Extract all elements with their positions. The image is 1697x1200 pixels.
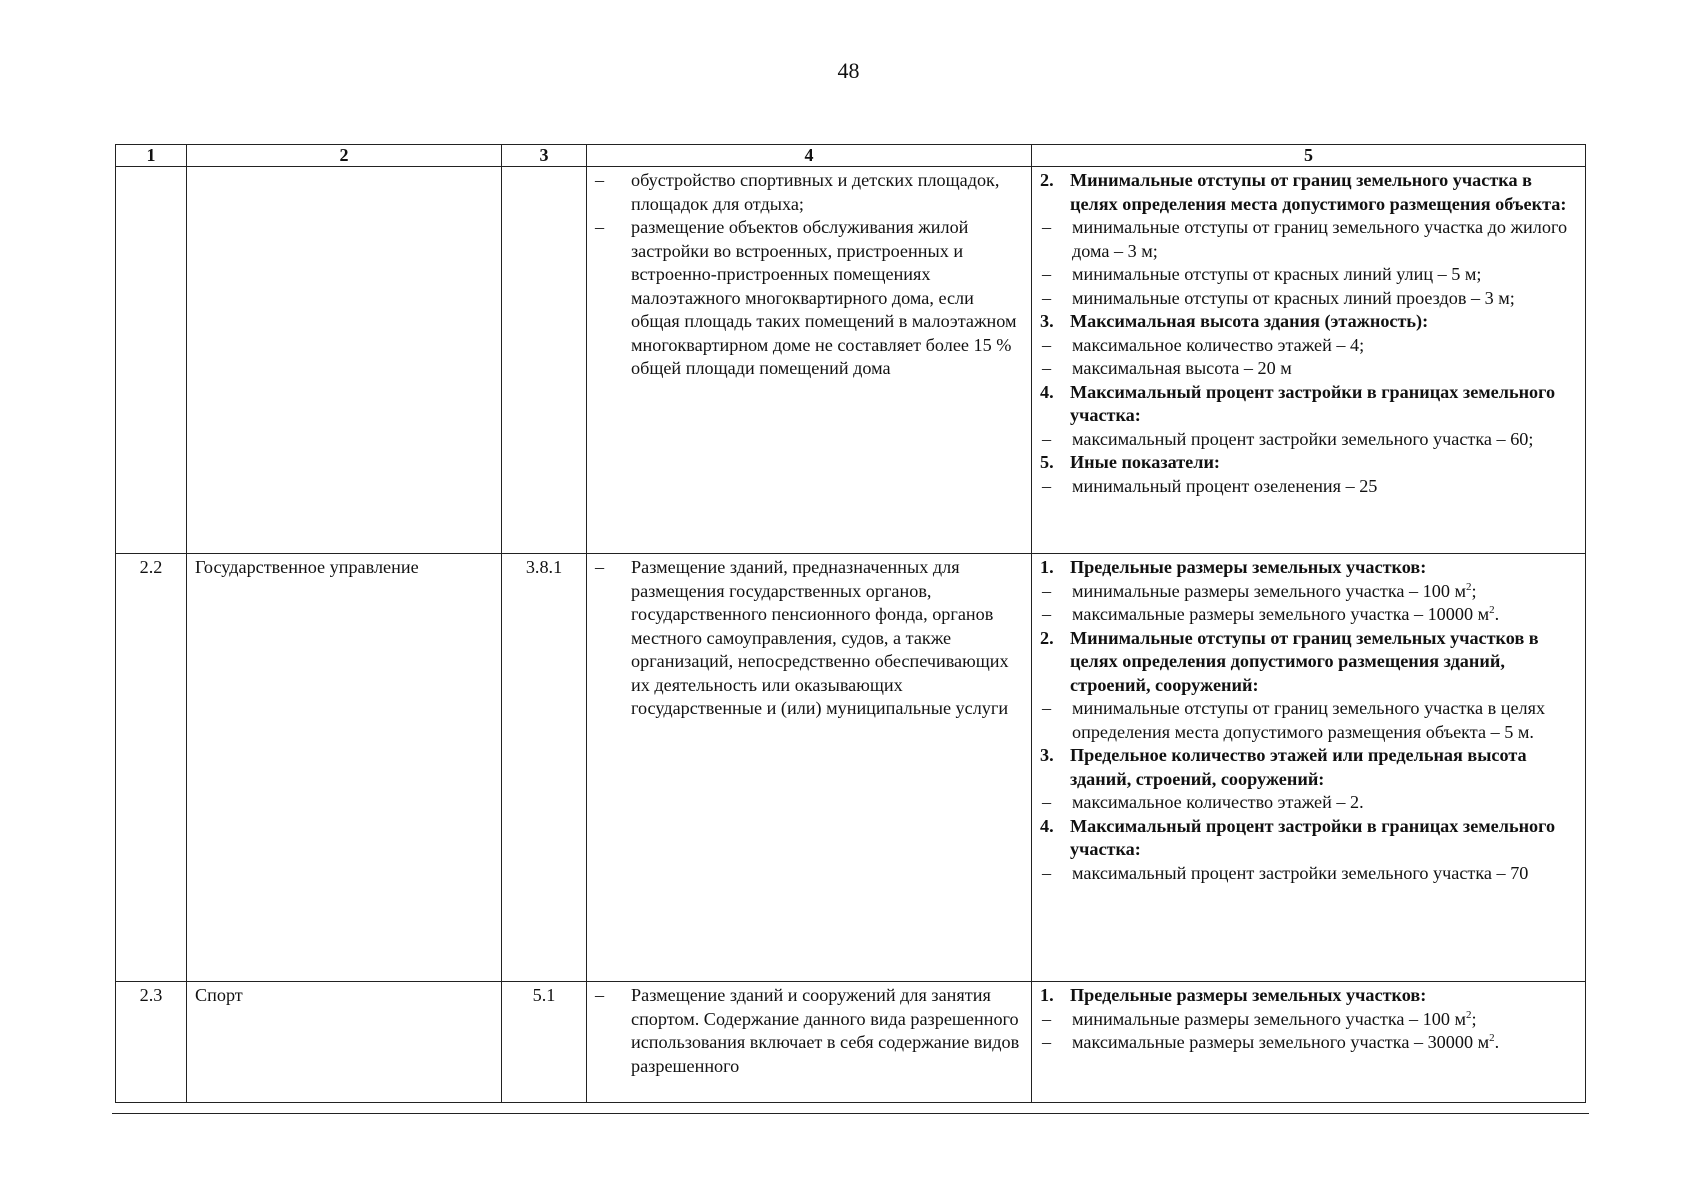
parameter-text: минимальные отступы от красных линий проездов – 3 м;: [1072, 287, 1515, 308]
dash-marker: –: [595, 170, 605, 190]
item-number: 1.: [1040, 985, 1054, 1005]
use-description-cell: [587, 167, 1032, 554]
parameter-heading: [1040, 169, 1577, 216]
parameter-text: максимальные размеры земельного участка – 30000 м: [1072, 1032, 1490, 1052]
parameter-item: [1040, 475, 1577, 499]
item-number: 2.: [1040, 627, 1054, 648]
use-code-cell: 5.1: [502, 982, 587, 1103]
table-row: [116, 982, 1586, 1103]
parameter-heading: [1040, 451, 1577, 475]
dash-marker: –: [1042, 334, 1052, 355]
punctuation: .: [1494, 604, 1500, 624]
column-header: 3: [502, 145, 587, 167]
dash-marker: –: [1042, 1032, 1052, 1052]
parameter-item: [1040, 1008, 1577, 1032]
parameter-item: [1040, 603, 1577, 627]
parameter-text: минимальные размеры земельного участка – 100 м: [1072, 580, 1466, 601]
use-name-cell: Спорт: [187, 982, 502, 1103]
parameter-text: максимальный процент застройки земельного участка – 70: [1072, 862, 1529, 883]
parameter-heading: [1040, 815, 1577, 862]
parameters-cell: [1032, 554, 1586, 982]
dash-marker: –: [595, 557, 605, 577]
parameter-text: Максимальная высота здания (этажность):: [1070, 311, 1429, 331]
parameter-text: максимальные размеры земельного участка – 10000 м: [1072, 604, 1490, 624]
parameter-item: [1040, 428, 1577, 452]
superscript: 2: [1489, 1032, 1495, 1044]
parameter-text: минимальные отступы от границ земельного участка до жилого дома – 3 м;: [1072, 217, 1568, 261]
parameter-heading: [1040, 310, 1577, 334]
description-item: [595, 984, 1023, 1078]
table-row: [116, 554, 1586, 982]
description-item: [595, 216, 1023, 381]
description-item: [595, 556, 1023, 721]
column-header: 2: [187, 145, 502, 167]
superscript: 2: [1465, 1008, 1472, 1021]
dash-marker: –: [1042, 792, 1052, 812]
description-text: обустройство спортивных и детских площадок, площадок для отдыха;: [631, 170, 1000, 214]
parameter-text: минимальные отступы от границ земельного участка в целях определения места допустимого размещения объекта – 5 м.: [1072, 698, 1546, 742]
item-number: 3.: [1040, 311, 1054, 331]
use-description-cell: [587, 982, 1032, 1103]
parameter-text: Предельные размеры земельных участков:: [1070, 557, 1427, 577]
page-number: 48: [837, 58, 860, 83]
parameter-text: Максимальный процент застройки в границах земельного участка:: [1070, 381, 1556, 425]
item-number: 5.: [1040, 452, 1054, 472]
dash-marker: –: [1042, 604, 1052, 624]
parameter-text: Предельные размеры земельных участков:: [1070, 985, 1427, 1005]
description-text: Размещение зданий, предназначенных для размещения государственных органов, государственного пенсионного фонда, органов местного самоуправления, судов, а также организаций, непосредственно обеспечивающих их деятельность или оказывающих государственные и (или) муниципальные услуги: [631, 557, 1009, 718]
row-number-cell: [116, 167, 187, 554]
parameter-text: Предельное количество этажей или предельная высота зданий, строений, сооружений:: [1070, 745, 1527, 789]
description-item: [595, 169, 1023, 216]
punctuation: ;: [1471, 1008, 1477, 1029]
dash-marker: –: [1042, 1008, 1052, 1029]
dash-marker: –: [595, 217, 605, 237]
dash-marker: –: [1042, 862, 1052, 883]
parameter-item: [1040, 263, 1577, 287]
parameter-item: [1040, 791, 1577, 815]
superscript: 2: [1489, 604, 1495, 616]
parameter-item: [1040, 334, 1577, 358]
parameter-item: [1040, 580, 1577, 604]
use-name-cell: [187, 167, 502, 554]
parameter-item: [1040, 862, 1577, 886]
parameter-item: [1040, 216, 1577, 263]
use-code-cell: [502, 167, 587, 554]
dash-marker: –: [1042, 580, 1052, 601]
use-code-cell: 3.8.1: [502, 554, 587, 982]
bottom-rule: [112, 1113, 1589, 1114]
parameter-text: минимальный процент озеленения – 25: [1072, 475, 1378, 496]
table-row: [116, 167, 1586, 554]
dash-marker: –: [1042, 698, 1052, 718]
parameter-text: минимальные отступы от красных линий улиц – 5 м;: [1072, 264, 1482, 284]
parameter-text: Минимальные отступы от границ земельных участков в целях определения допустимого размещения зданий, строений, сооружений:: [1070, 627, 1539, 695]
parameter-heading: [1040, 556, 1577, 580]
dash-marker: –: [1042, 475, 1052, 496]
superscript: 2: [1465, 580, 1472, 593]
dash-marker: –: [1042, 428, 1052, 449]
dash-marker: –: [1042, 264, 1052, 284]
column-number-row: [116, 145, 1586, 167]
parameter-text: максимальное количество этажей – 4;: [1072, 334, 1365, 355]
parameter-text: максимальное количество этажей – 2.: [1072, 792, 1364, 812]
use-name-cell: Государственное управление: [187, 554, 502, 982]
parameter-item: [1040, 287, 1577, 311]
column-header: 1: [116, 145, 187, 167]
parameters-cell: [1032, 982, 1586, 1103]
dash-marker: –: [595, 985, 605, 1005]
item-number: 4.: [1040, 815, 1054, 836]
parameter-text: максимальный процент застройки земельного участка – 60;: [1072, 428, 1534, 449]
dash-marker: –: [1042, 217, 1052, 237]
row-number-cell: 2.3: [116, 982, 187, 1103]
land-use-table: [115, 144, 1586, 1103]
parameter-heading: [1040, 744, 1577, 791]
parameter-text: минимальные размеры земельного участка – 100 м: [1072, 1008, 1466, 1029]
parameter-item: [1040, 697, 1577, 744]
parameter-text: Максимальный процент застройки в границах земельного участка:: [1070, 815, 1556, 859]
description-text: размещение объектов обслуживания жилой застройки во встроенных, пристроенных и встроенно-пристроенных помещениях малоэтажного многоквартирного дома, если общая площадь таких помещений в малоэтажном многоквартирном доме не составляет более 15 % общей площади помещений дома: [631, 217, 1017, 378]
parameters-cell: [1032, 167, 1586, 554]
parameter-text: Минимальные отступы от границ земельного участка в целях определения места допустимого размещения объекта:: [1070, 170, 1567, 214]
row-number-cell: 2.2: [116, 554, 187, 982]
punctuation: .: [1494, 1032, 1500, 1052]
item-number: 2.: [1040, 170, 1054, 190]
dash-marker: –: [1042, 287, 1052, 308]
column-header: 5: [1032, 145, 1586, 167]
parameter-item: [1040, 1031, 1577, 1055]
column-header: 4: [587, 145, 1032, 167]
punctuation: ;: [1471, 580, 1477, 601]
parameter-text: Иные показатели:: [1070, 452, 1220, 472]
parameter-text: максимальная высота – 20 м: [1072, 358, 1292, 378]
item-number: 4.: [1040, 381, 1054, 402]
dash-marker: –: [1042, 358, 1052, 378]
parameter-heading: [1040, 984, 1577, 1008]
description-text: Размещение зданий и сооружений для занятия спортом. Содержание данного вида разрешенного использования включает в себя содержание видов разрешенного: [631, 985, 1020, 1076]
parameter-heading: [1040, 381, 1577, 428]
use-description-cell: [587, 554, 1032, 982]
item-number: 1.: [1040, 557, 1054, 577]
parameter-item: [1040, 357, 1577, 381]
item-number: 3.: [1040, 745, 1054, 765]
parameter-heading: [1040, 627, 1577, 698]
